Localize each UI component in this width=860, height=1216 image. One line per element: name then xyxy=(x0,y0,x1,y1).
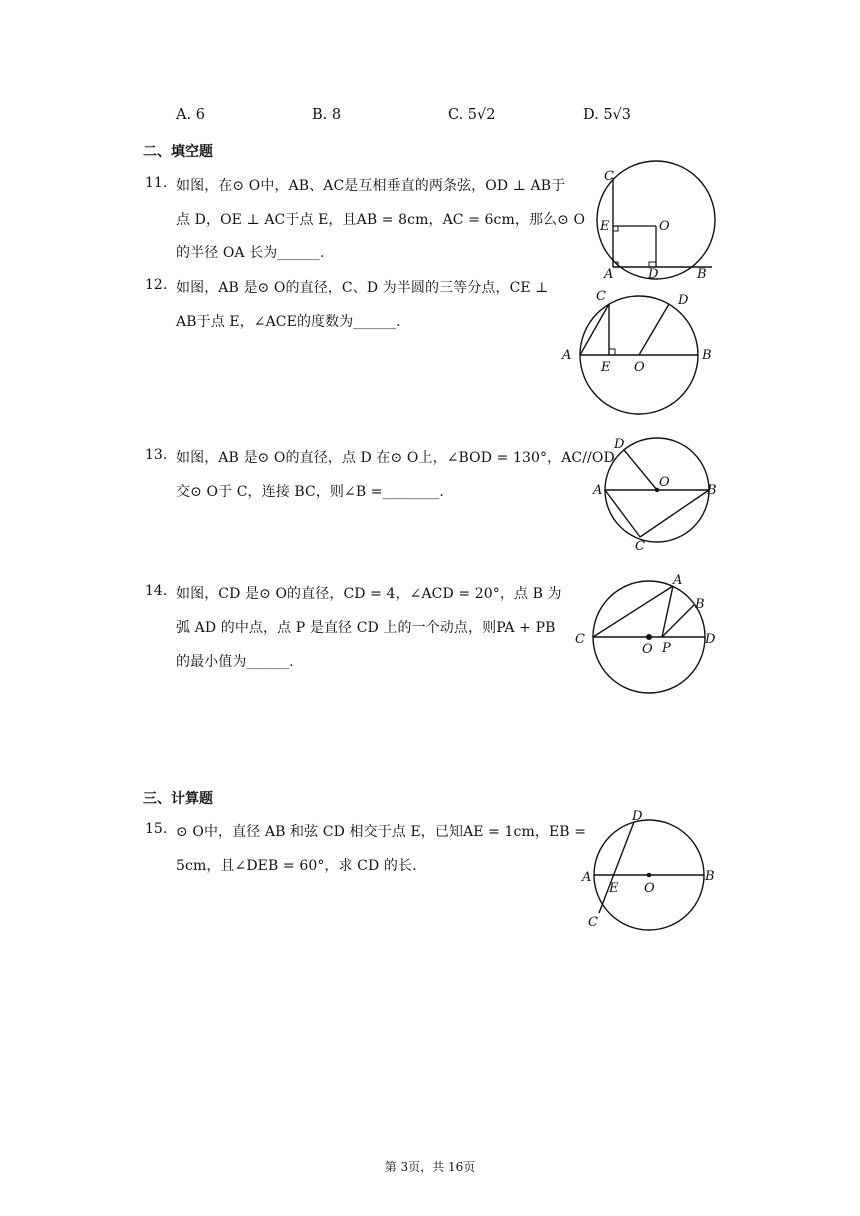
question-text-line: 弧 AD 的中点，点 P 是直径 CD 上的一个动点，则PA + PB xyxy=(176,620,556,636)
option-b: B. 8 xyxy=(312,107,342,123)
question-text-line: AB于点 E，∠ACE的度数为______. xyxy=(176,314,401,330)
label-D: D xyxy=(678,293,689,308)
question-number: 15. xyxy=(145,821,168,837)
question-text-line: 如图，在⊙ O中，AB、AC是互相垂直的两条弦，OD ⊥ AB于 xyxy=(176,178,566,194)
option-a: A. 6 xyxy=(176,107,205,123)
figure-q15 xyxy=(578,806,724,936)
label-A: A xyxy=(604,267,614,282)
figure-q11 xyxy=(596,160,726,284)
label-A: A xyxy=(562,348,572,363)
question-text-line: ⊙ O中，直径 AB 和弦 CD 相交于点 E，已知AE = 1cm，EB = xyxy=(176,824,587,840)
option-d: D. 5√3 xyxy=(583,107,632,123)
label-C: C xyxy=(588,915,598,930)
label-C: C xyxy=(635,539,645,552)
question-text-line: 5cm，且∠DEB = 60°，求 CD 的长. xyxy=(176,858,417,874)
label-D: D xyxy=(614,437,625,452)
section-title-calculation: 三、计算题 xyxy=(143,791,213,807)
question-number: 12. xyxy=(145,277,168,293)
option-c: C. 5√2 xyxy=(448,107,496,123)
label-B: B xyxy=(697,267,707,282)
label-B: B xyxy=(702,348,712,363)
figure-q13 xyxy=(590,430,724,552)
label-D: D xyxy=(648,267,659,282)
question-text-line: 的最小值为______. xyxy=(176,654,294,670)
label-O: O xyxy=(644,881,655,896)
label-P: P xyxy=(662,641,671,656)
question-number: 11. xyxy=(145,175,168,191)
question-number: 13. xyxy=(145,447,168,463)
label-A: A xyxy=(593,483,603,498)
label-D: D xyxy=(705,632,716,647)
question-text-line: 点 D，OE ⊥ AC于点 E，且AB = 8cm，AC = 6cm，那么⊙ O xyxy=(176,212,586,228)
figure-q14 xyxy=(572,568,724,694)
question-text-line: 如图，AB 是⊙ O的直径，点 D 在⊙ O上，∠BOD = 130°，AC//OD xyxy=(176,450,615,466)
question-number: 14. xyxy=(145,583,168,599)
figure-q12 xyxy=(556,284,726,418)
label-A: A xyxy=(582,870,592,885)
label-B: B xyxy=(707,483,717,498)
question-text-line: 的半径 OA 长为______. xyxy=(176,245,325,261)
question-text-line: 如图，CD 是⊙ O的直径，CD = 4，∠ACD = 20°，点 B 为 xyxy=(176,586,562,602)
label-C: C xyxy=(575,632,585,647)
label-C: C xyxy=(604,169,614,184)
section-title-fill-blank: 二、填空题 xyxy=(143,144,213,160)
label-E: E xyxy=(601,360,611,375)
question-text-line: 交⊙ O于 C，连接 BC，则∠B =________. xyxy=(176,484,444,500)
label-C: C xyxy=(596,289,606,304)
label-D: D xyxy=(632,809,643,824)
label-E: E xyxy=(609,881,619,896)
label-B: B xyxy=(705,869,715,884)
question-text-line: 如图，AB 是⊙ O的直径，C、D 为半圆的三等分点，CE ⊥ xyxy=(176,280,549,296)
label-B: B xyxy=(695,597,705,612)
page-footer: 第 3页，共 16页 xyxy=(384,1160,476,1174)
label-O: O xyxy=(659,475,670,490)
label-O: O xyxy=(659,219,670,234)
label-O: O xyxy=(634,360,645,375)
label-O: O xyxy=(642,642,653,657)
label-E: E xyxy=(600,219,610,234)
label-A: A xyxy=(673,573,683,588)
